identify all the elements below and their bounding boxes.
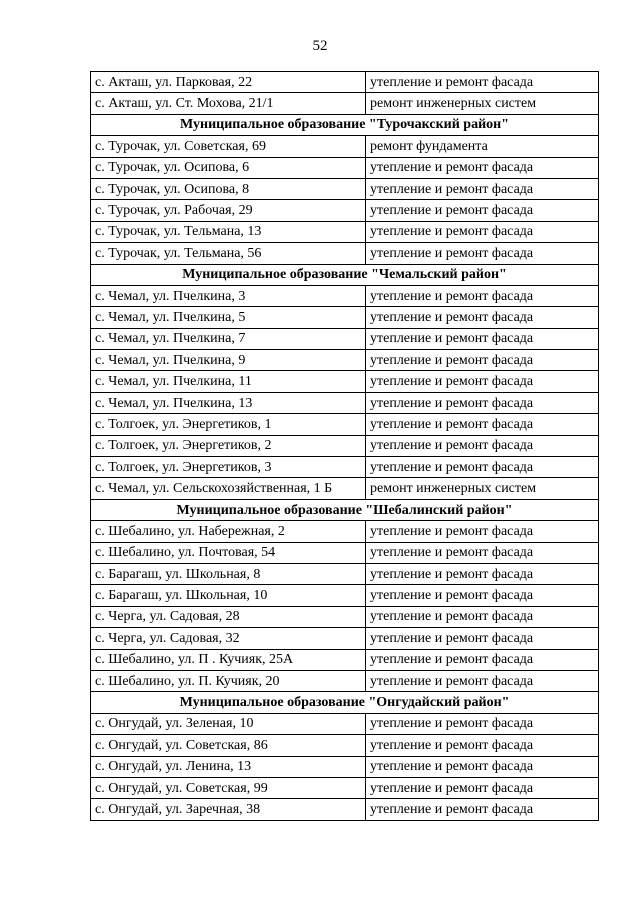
address-cell: с. Толгоек, ул. Энергетиков, 3 [91, 457, 366, 478]
table-row [91, 756, 599, 777]
address-cell: с. Чемал, ул. Пчелкина, 7 [91, 328, 366, 349]
table-row [91, 221, 599, 242]
address-cell: с. Толгоек, ул. Энергетиков, 1 [91, 414, 366, 435]
address-table [90, 71, 599, 821]
address-cell: с. Чемал, ул. Пчелкина, 13 [91, 392, 366, 413]
table-row [91, 713, 599, 734]
address-cell: с. Турочак, ул. Тельмана, 13 [91, 221, 366, 242]
table-row [91, 542, 599, 563]
work-type-cell: утепление и ремонт фасада [366, 457, 599, 478]
address-cell: с. Онгудай, ул. Заречная, 38 [91, 799, 366, 820]
section-title: Муниципальное образование "Шебалинский район" [91, 499, 599, 520]
section-header-row [91, 264, 599, 285]
address-cell: с. Шебалино, ул. Набережная, 2 [91, 521, 366, 542]
table-body [91, 72, 599, 821]
work-type-cell: утепление и ремонт фасада [366, 756, 599, 777]
table-row [91, 735, 599, 756]
table-row [91, 628, 599, 649]
work-type-cell: утепление и ремонт фасада [366, 414, 599, 435]
table-row [91, 285, 599, 306]
work-type-cell: утепление и ремонт фасада [366, 307, 599, 328]
work-type-cell: утепление и ремонт фасада [366, 649, 599, 670]
table-row [91, 563, 599, 584]
work-type-cell: утепление и ремонт фасада [366, 670, 599, 691]
work-type-cell: утепление и ремонт фасада [366, 777, 599, 798]
address-cell: с. Акташ, ул. Парковая, 22 [91, 72, 366, 93]
work-type-cell: утепление и ремонт фасада [366, 435, 599, 456]
work-type-cell: утепление и ремонт фасада [366, 72, 599, 93]
table-row [91, 649, 599, 670]
address-cell: с. Турочак, ул. Рабочая, 29 [91, 200, 366, 221]
address-cell: с. Онгудай, ул. Зеленая, 10 [91, 713, 366, 734]
section-title: Муниципальное образование "Чемальский район" [91, 264, 599, 285]
work-type-cell: утепление и ремонт фасада [366, 328, 599, 349]
address-cell: с. Черга, ул. Садовая, 32 [91, 628, 366, 649]
table-row [91, 136, 599, 157]
address-cell: с. Черга, ул. Садовая, 28 [91, 606, 366, 627]
table-row [91, 799, 599, 820]
section-header-row [91, 692, 599, 713]
work-type-cell: утепление и ремонт фасада [366, 521, 599, 542]
work-type-cell: утепление и ремонт фасада [366, 350, 599, 371]
address-cell: с. Онгудай, ул. Советская, 99 [91, 777, 366, 798]
work-type-cell: утепление и ремонт фасада [366, 371, 599, 392]
table-row [91, 328, 599, 349]
work-type-cell: утепление и ремонт фасада [366, 178, 599, 199]
address-cell: с. Турочак, ул. Советская, 69 [91, 136, 366, 157]
table-row [91, 414, 599, 435]
section-title: Муниципальное образование "Онгудайский район" [91, 692, 599, 713]
table-row [91, 521, 599, 542]
table-row [91, 670, 599, 691]
table-row [91, 392, 599, 413]
table-row [91, 606, 599, 627]
page-number: 52 [312, 38, 328, 54]
section-title: Муниципальное образование "Турочакский район" [91, 114, 599, 135]
section-header-row [91, 499, 599, 520]
address-cell: с. Акташ, ул. Ст. Мохова, 21/1 [91, 93, 366, 114]
address-cell: с. Чемал, ул. Пчелкина, 11 [91, 371, 366, 392]
table-row [91, 93, 599, 114]
work-type-cell: ремонт фундамента [366, 136, 599, 157]
table-row [91, 371, 599, 392]
address-cell: с. Шебалино, ул. П . Кучияк, 25А [91, 649, 366, 670]
address-cell: с. Турочак, ул. Осипова, 8 [91, 178, 366, 199]
address-cell: с. Шебалино, ул. П. Кучияк, 20 [91, 670, 366, 691]
address-cell: с. Чемал, ул. Пчелкина, 5 [91, 307, 366, 328]
address-cell: с. Онгудай, ул. Советская, 86 [91, 735, 366, 756]
work-type-cell: ремонт инженерных систем [366, 478, 599, 499]
address-cell: с. Барагаш, ул. Школьная, 10 [91, 585, 366, 606]
table-row [91, 350, 599, 371]
work-type-cell: утепление и ремонт фасада [366, 243, 599, 264]
table-row [91, 307, 599, 328]
table-row [91, 243, 599, 264]
table-row [91, 478, 599, 499]
address-cell: с. Барагаш, ул. Школьная, 8 [91, 563, 366, 584]
work-type-cell: утепление и ремонт фасада [366, 628, 599, 649]
work-type-cell: утепление и ремонт фасада [366, 713, 599, 734]
table-row [91, 178, 599, 199]
section-header-row [91, 114, 599, 135]
address-cell: с. Толгоек, ул. Энергетиков, 2 [91, 435, 366, 456]
table-row [91, 435, 599, 456]
work-type-cell: утепление и ремонт фасада [366, 606, 599, 627]
table-row [91, 157, 599, 178]
table-row [91, 457, 599, 478]
table-row [91, 72, 599, 93]
table-row [91, 585, 599, 606]
address-cell: с. Шебалино, ул. Почтовая, 54 [91, 542, 366, 563]
work-type-cell: утепление и ремонт фасада [366, 799, 599, 820]
work-type-cell: утепление и ремонт фасада [366, 200, 599, 221]
address-cell: с. Онгудай, ул. Ленина, 13 [91, 756, 366, 777]
work-type-cell: ремонт инженерных систем [366, 93, 599, 114]
work-type-cell: утепление и ремонт фасада [366, 285, 599, 306]
work-type-cell: утепление и ремонт фасада [366, 563, 599, 584]
address-cell: с. Турочак, ул. Тельмана, 56 [91, 243, 366, 264]
work-type-cell: утепление и ремонт фасада [366, 392, 599, 413]
table-row [91, 200, 599, 221]
address-cell: с. Чемал, ул. Сельскохозяйственная, 1 Б [91, 478, 366, 499]
work-type-cell: утепление и ремонт фасада [366, 221, 599, 242]
address-cell: с. Чемал, ул. Пчелкина, 3 [91, 285, 366, 306]
work-type-cell: утепление и ремонт фасада [366, 585, 599, 606]
work-type-cell: утепление и ремонт фасада [366, 735, 599, 756]
address-cell: с. Чемал, ул. Пчелкина, 9 [91, 350, 366, 371]
work-type-cell: утепление и ремонт фасада [366, 157, 599, 178]
work-type-cell: утепление и ремонт фасада [366, 542, 599, 563]
table-row [91, 777, 599, 798]
address-cell: с. Турочак, ул. Осипова, 6 [91, 157, 366, 178]
